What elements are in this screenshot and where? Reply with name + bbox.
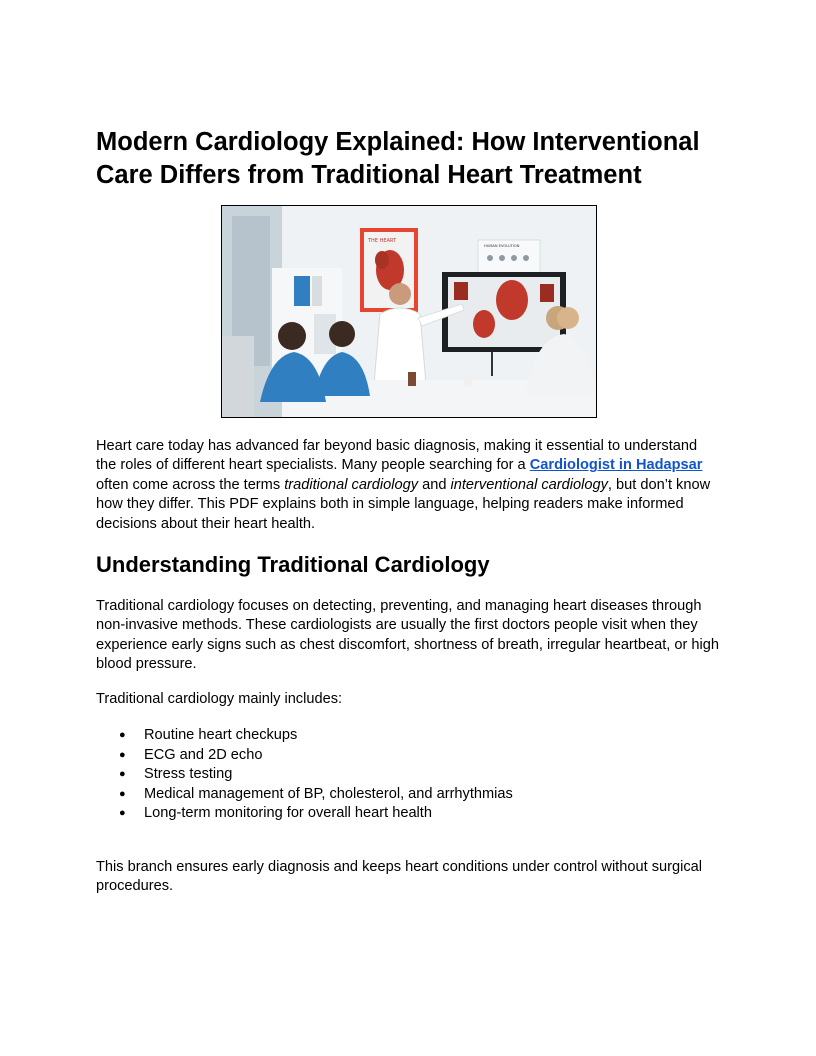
term-traditional-cardiology: traditional cardiology xyxy=(284,476,419,493)
wall-chart-text: HUMAN EVOLUTION xyxy=(484,244,520,248)
cardiology-meeting-photo xyxy=(221,205,597,418)
list-item: ● ECG and 2D echo xyxy=(96,746,513,766)
poster-text: THE HEART xyxy=(368,238,397,244)
closing-paragraph: This branch ensures early diagnosis and keeps heart conditions under control without surgical procedures. xyxy=(96,859,702,895)
section-heading: Understanding Traditional Cardiology xyxy=(96,552,490,577)
intro-text-2: often come across the terms xyxy=(96,476,285,493)
list-item: ● Stress testing xyxy=(96,765,513,785)
intro-text-3: and xyxy=(418,476,451,493)
intro-text-1: Heart care today has advanced far beyond basic diagnosis, making it essential to understand the roles of different heart specialists. Many people searching for a xyxy=(96,438,698,474)
section-paragraph-1: Traditional cardiology focuses on detecting, preventing, and managing heart diseases through non-invasive methods. These cardiologists are usually the first doctors people visit when they experience early signs such as chest discomfort, shortness of breath, irregular heartbeat, or high blood pressure. xyxy=(96,598,719,673)
bullet-list xyxy=(96,726,513,824)
intro-paragraph xyxy=(96,437,720,534)
list-item: ● Routine heart checkups xyxy=(96,726,513,746)
intro-text-4: , but don’t know how they differ. This PDF explains both in simple language, helping readers make informed decisions about their heart health. xyxy=(96,476,711,532)
page-title: Modern Cardiology Explained: How Interventional Care Differs from Traditional Heart Treatment xyxy=(96,128,700,189)
cardiologist-hadapsar-link[interactable]: Cardiologist in Hadapsar xyxy=(529,457,703,474)
list-item: ● Medical management of BP, cholesterol, and arrhythmias xyxy=(96,785,513,805)
term-interventional-cardiology: interventional cardiology xyxy=(450,476,608,493)
list-item: ● Long-term monitoring for overall heart health xyxy=(96,804,513,824)
section-paragraph-2: Traditional cardiology mainly includes: xyxy=(96,691,343,707)
